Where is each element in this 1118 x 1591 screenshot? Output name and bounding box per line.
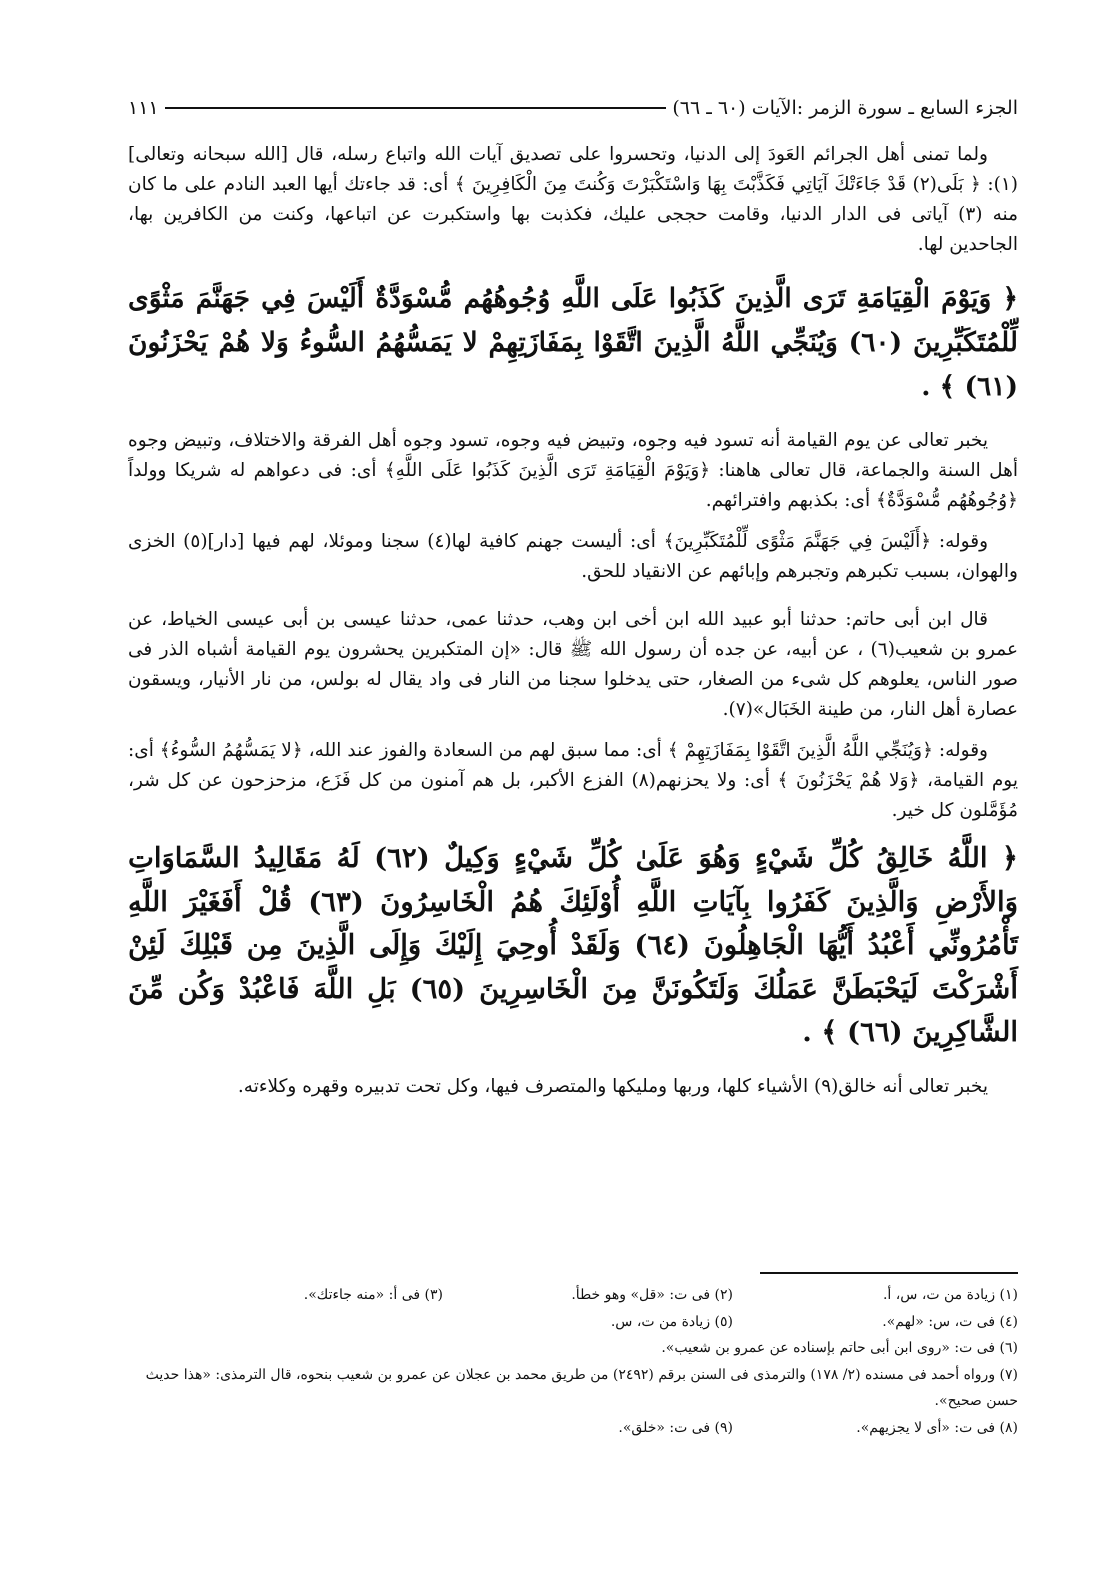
footnote-7: (٧) ورواه أحمد فى مسنده (٢/ ١٧٨) والترمذى فى السنن برقم (٢٤٩٢) من طريق محمد بن عجلان عن عمرو بن شعيب بنحوه، قال الترمذى: «هذا حديث حسن صحيح». [145, 1366, 1018, 1409]
page-number: ١١١ [128, 97, 159, 119]
header-title: الجزء السابع ـ سورة الزمر :الآيات (٦٠ ـ ٦٦) [672, 97, 1018, 119]
footnote-8: (٨) فى ت: «أى لا يجزيهم». [856, 1419, 1018, 1436]
footnote-9: (٩) فى ت: «خلق». [618, 1419, 733, 1436]
footnote-3: (٣) فى أ: «منه جاءتك». [303, 1287, 443, 1303]
running-header [128, 90, 1018, 126]
paragraph-1: ولما تمنى أهل الجرائم العَودَ إلى الدنيا، وتحسروا على تصديق آيات الله واتباع رسله، قال [الله سبحانه وتعالى](١): ﴿ بَلَى(٢) قَدْ جَاءَتْكَ آيَاتِي فَكَذَّبْتَ بِهَا وَاسْتَكْبَرْتَ وَكُنتَ مِنَ الْكَافِرِينَ ﴾ أى: قد جاءتك أيها العبد النادم على ما كان منه (٣) آياتى فى الدار الدنيا، وقامت حججى عليك، فكذبت بها واستكبرت عن اتباعها، وكنت من الكافرين بها، الجاحدين لها. [128, 144, 1018, 255]
footnote-2: (٢) فى ت: «قل» وهو خطأ. [571, 1287, 733, 1303]
quran-verse-62-66: ﴿ اللَّهُ خَالِقُ كُلِّ شَيْءٍ وَهُوَ عَلَىٰ كُلِّ شَيْءٍ وَكِيلٌ (٦٢) لَهُ مَقَالِيدُ السَّمَاوَاتِ وَالأَرْضِ وَالَّذِينَ كَفَرُوا بِآيَاتِ اللَّهِ أُوْلَئِكَ هُمُ الْخَاسِرُونَ (٦٣) قُلْ أَفَغَيْرَ اللَّهِ تَأْمُرُونِّي أَعْبُدُ أَيُّهَا الْجَاهِلُونَ (٦٤) وَلَقَدْ أُوحِيَ إِلَيْكَ وَإِلَى الَّذِينَ مِن قَبْلِكَ لَئِنْ أَشْرَكْتَ لَيَحْبَطَنَّ عَمَلُكَ وَلَتَكُونَنَّ مِنَ الْخَاسِرِينَ (٦٥) بَلِ اللَّهَ فَاعْبُدْ وَكُن مِّنَ الشَّاكِرِينَ (٦٦) ﴾ . [128, 842, 1018, 1048]
paragraph-4: قال ابن أبى حاتم: حدثنا أبو عبيد الله ابن أخى ابن وهب، حدثنا عمى، حدثنا عيسى بن أبى عيسى الخياط، عن عمرو بن شعيب(٦) ، عن أبيه، عن جده أن رسول الله ﷺ قال: «إن المتكبرين يحشرون يوم القيامة أشباه الذر فى صور الناس، يعلوهم كل شىء من الصغار، حتى يدخلوا سجنا من النار فى واد يقال له بولس، من نار الأنيار، ويسقون عصارة أهل النار، من طينة الخَبَال»(٧). [128, 609, 1018, 720]
paragraph-2: يخبر تعالى عن يوم القيامة أنه تسود فيه وجوه، وتبيض فيه وجوه، تسود وجوه أهل الفرقة والاختلاف، وتبيض وجوه أهل السنة والجماعة، قال تعالى هاهنا: ﴿وَيَوْمَ الْقِيَامَةِ تَرَى الَّذِينَ كَذَبُوا عَلَى اللَّهِ﴾ أى: فى دعواهم له شريكا وولداً ﴿وُجُوهُهُم مُّسْوَدَّةٌ﴾ أى: بكذبهم وافترائهم. [128, 430, 1018, 511]
footnote-4: (٤) فى ت، س: «لهم». [882, 1313, 1018, 1330]
footnotes [128, 1272, 1018, 1441]
footnote-row [128, 1309, 1018, 1336]
paragraph-5: وقوله: ﴿وَيُنَجِّي اللَّهُ الَّذِينَ اتَّقَوْا بِمَفَازَتِهِمْ ﴾ أى: مما سبق لهم من السعادة والفوز عند الله، ﴿لا يَمَسُّهُمُ السُّوءُ﴾ أى: يوم القيامة، ﴿وَلا هُمْ يَحْزَنُونَ ﴾ أى: ولا يحزنهم(٨) الفزع الأكبر، بل هم آمنون من كل فَزَع، مزحزحون عن كل شر، مُؤَمَّلون كل خير. [128, 740, 1018, 821]
main-text [128, 140, 1018, 1102]
paragraph-6: يخبر تعالى أنه خالق(٩) الأشياء كلها، وربها ومليكها والمتصرف فيها، وكل تحت تدبيره وقهره وكلاءته. [237, 1075, 988, 1097]
footnote-5: (٥) زيادة من ت، س. [610, 1313, 733, 1330]
header-rule [165, 107, 667, 109]
paragraph-3: وقوله: ﴿أَلَيْسَ فِي جَهَنَّمَ مَثْوًى لِّلْمُتَكَبِّرِينَ﴾ أى: أليست جهنم كافية لها(٤) سجنا وموئلا، لهم فيها [دار](٥) الخزى والهوان، بسبب تكبرهم وتجبرهم وإبائهم عن الانقياد للحق. [128, 531, 1018, 582]
footnote-row [128, 1415, 1018, 1442]
footnote-separator [760, 1272, 1018, 1274]
footnote-row [128, 1282, 1018, 1309]
footnote-1: (١) زيادة من ت، س، أ. [882, 1287, 1018, 1303]
footnote-6: (٦) فى ت: «روى ابن أبى حاتم بإسناده عن عمرو بن شعيب». [661, 1340, 1018, 1356]
quran-verse-60-61: ﴿ وَيَوْمَ الْقِيَامَةِ تَرَى الَّذِينَ كَذَبُوا عَلَى اللَّهِ وُجُوهُهُم مُّسْوَدَّةٌ أَلَيْسَ فِي جَهَنَّمَ مَثْوًى لِّلْمُتَكَبِّرِينَ (٦٠) وَيُنَجِّي اللَّهُ الَّذِينَ اتَّقَوْا بِمَفَازَتِهِمْ لا يَمَسُّهُمُ السُّوءُ وَلا هُمْ يَحْزَنُونَ (٦١) ﴾ . [128, 283, 1018, 402]
